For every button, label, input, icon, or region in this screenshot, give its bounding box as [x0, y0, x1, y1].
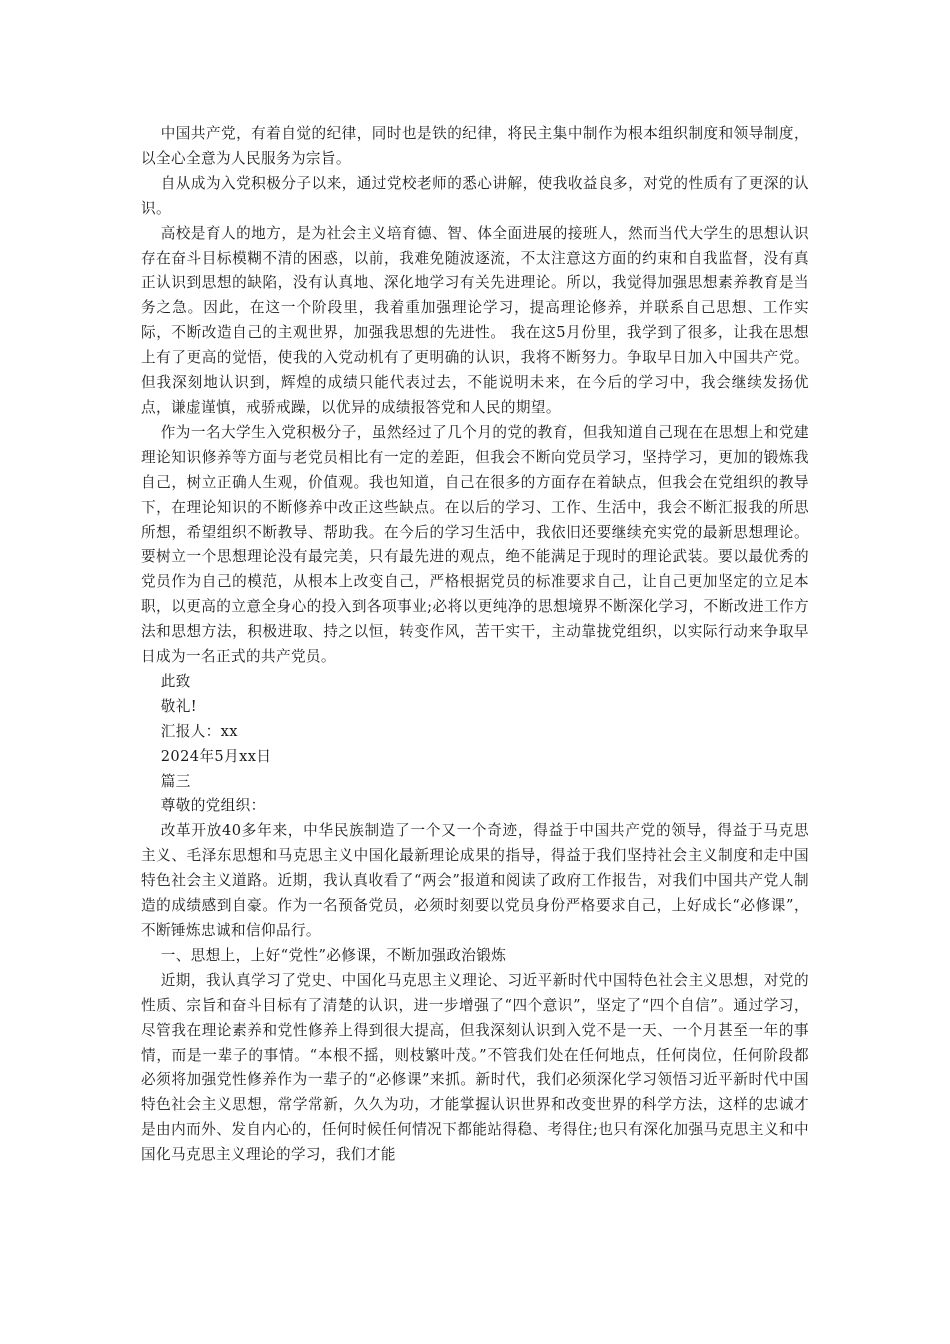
greeting-line: 尊敬的党组织： [160, 797, 266, 815]
document-body [141, 122, 809, 1168]
paragraph: 自从成为入党积极分子以来，通过党校老师的悉心讲解，使我收益良多，对党的性质有了更深的认识。 [141, 174, 809, 217]
section-title: 篇三 [160, 772, 191, 790]
paragraph: 高校是育人的地方，是为社会主义培育德、智、体全面进展的接班人，然而当代大学生的思想认识存在奋斗目标模糊不清的困惑，以前，我难免随波逐流，不太注意这方面的约束和自我监督，没有真正认识到思想的缺陷，没有认真地、深化地学习有关先进理论。所以，我觉得加强思想素养教育是当务之急。因此，在这一个阶段里，我着重加强理论学习，提高理论修养，并联系自己思想、工作实际，不断改造自己的主观世界，加强我思想的先进性。 我在这5月份里，我学到了很多，让我在思想上有了更高的觉悟，使我的入党动机有了更明确的认识，我将不断努力。争取早日加入中国共产党。但我深刻地认识到，辉煌的成绩只能代表过去，不能说明未来，在今后的学习中，我会继续发扬优点，谦虚谨慎，戒骄戒躁，以优异的成绩报答党和人民的期望。 [141, 224, 809, 416]
paragraph: 中国共产党，有着自觉的纪律，同时也是铁的纪律，将民主集中制作为根本组织制度和领导制度，以全心全意为人民服务为宗旨。 [141, 125, 809, 167]
closing-regards: 敬礼! [160, 697, 197, 715]
date-line: 2024年5月xx日 [160, 747, 272, 765]
closing-salutation: 此致 [160, 672, 191, 690]
reporter-line: 汇报人：xx [160, 722, 238, 740]
subheading: 一、思想上，上好“党性”必修课，不断加强政治锻炼 [160, 946, 507, 964]
paragraph: 改革开放40多年来，中华民族制造了一个又一个奇迹，得益于中国共产党的领导，得益于马克思主义、毛泽东思想和马克思主义中国化最新理论成果的指导，得益于我们坚持社会主义制度和走中国特色社会主义道路。近期，我认真收看了“两会”报道和阅读了政府工作报告，对我们中国共产党人制造的成绩感到自豪。作为一名预备党员，必须时刻要以党员身份严格要求自己，上好成长“必修课”，不断锤炼忠诚和信仰品行。 [141, 822, 809, 939]
paragraph: 近期，我认真学习了党史、中国化马克思主义理论、习近平新时代中国特色社会主义思想，对党的性质、宗旨和奋斗目标有了清楚的认识，进一步增强了“四个意识”，坚定了“四个自信”。通过学习，尽管我在理论素养和党性修养上得到很大提高，但我深刻认识到入党不是一天、一个月甚至一年的事情，而是一辈子的事情。“本根不摇，则枝繁叶茂。”不管我们处在任何地点，任何岗位，任何阶段都必须将加强党性修养作为一辈子的“必修课”来抓。新时代，我们必须深化学习领悟习近平新时代中国特色社会主义思想，常学常新，久久为功，才能掌握认识世界和改变世界的科学方法，这样的忠诚才是由内而外、发自内心的，任何时候任何情况下都能站得稳、考得住;也只有深化加强马克思主义和中国化马克思主义理论的学习，我们才能 [141, 971, 809, 1164]
paragraph: 作为一名大学生入党积极分子，虽然经过了几个月的党的教育，但我知道自己现在在思想上和党建理论知识修养等方面与老党员相比有一定的差距，但我会不断向党员学习，坚持学习，更加的锻炼我自己，树立正确人生观，价值观。我也知道，自己在很多的方面存在着缺点，但我会在党组织的教导下，在理论知识的不断修养中改正这些缺点。在以后的学习、工作、生活中，我会不断汇报我的所思所想，希望组织不断教导、帮助我。在今后的学习生活中，我依旧还要继续充实党的最新思想理论。要树立一个思想理论没有最完美，只有最先进的观点，绝不能满足于现时的理论武装。要以最优秀的党员作为自己的模范，从根本上改变自己，严格根据党员的标准要求自己，让自己更加坚定的立足本职，以更高的立意全身心的投入到各项事业;必将以更纯净的思想境界不断深化学习，不断改进工作方法和思想方法，积极进取、持之以恒，转变作风，苦干实干，主动靠拢党组织，以实际行动来争取早日成为一名正式的共产党员。 [141, 423, 809, 666]
